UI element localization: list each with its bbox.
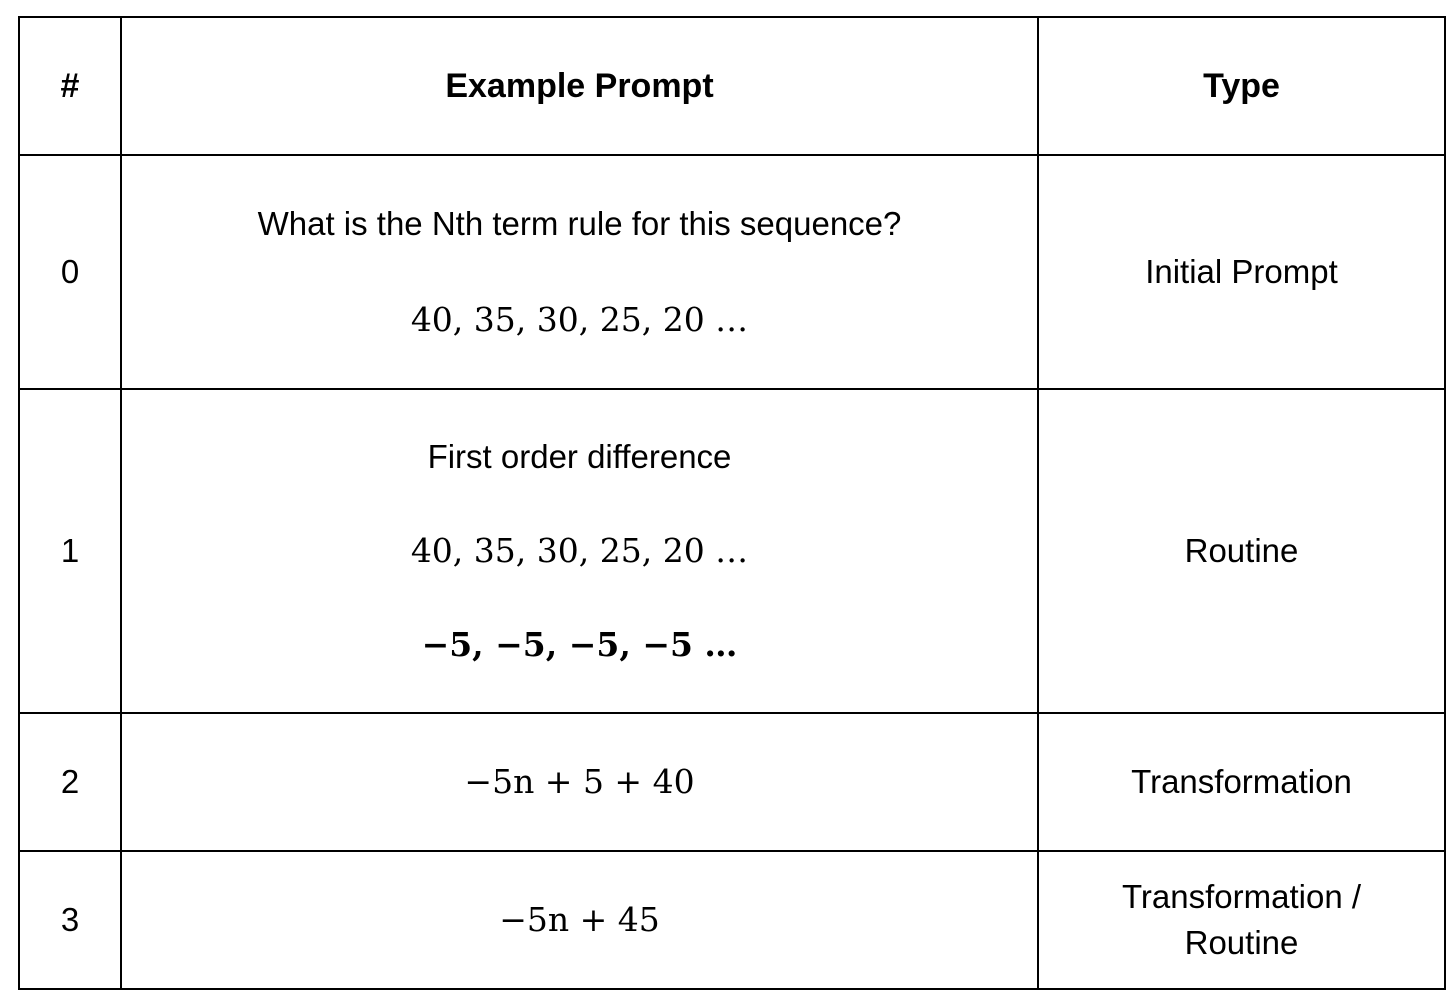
prompt-expression: −5n + 5 + 40 [464,762,695,801]
prompt-type-table [18,16,1446,990]
table-row [19,155,1445,389]
table-row [19,713,1445,851]
prompt-question: What is the Nth term rule for this sequence? [257,205,902,242]
type-cell [1038,851,1445,989]
table-header-row [19,17,1445,155]
prompt-cell [121,389,1038,713]
row-number: 2 [19,713,121,851]
table-row [19,389,1445,713]
prompt-sequence: 40, 35, 30, 25, 20 … [410,300,749,339]
prompt-cell [121,155,1038,389]
type-line: Routine [1184,924,1299,961]
type-cell: Routine [1038,389,1445,713]
type-cell: Initial Prompt [1038,155,1445,389]
header-example-prompt: Example Prompt [121,17,1038,155]
header-number: # [19,17,121,155]
row-number: 1 [19,389,121,713]
prompt-description: First order difference [427,438,732,475]
type-line: Transformation / [1121,878,1362,915]
header-type: Type [1038,17,1445,155]
prompt-sequence: 40, 35, 30, 25, 20 … [410,531,749,570]
prompt-difference: −5, −5, −5, −5 … [421,625,738,664]
prompt-cell [121,713,1038,851]
type-cell: Transformation [1038,713,1445,851]
row-number: 0 [19,155,121,389]
prompt-cell [121,851,1038,989]
prompt-expression: −5n + 45 [499,900,660,939]
table-row [19,851,1445,989]
row-number: 3 [19,851,121,989]
